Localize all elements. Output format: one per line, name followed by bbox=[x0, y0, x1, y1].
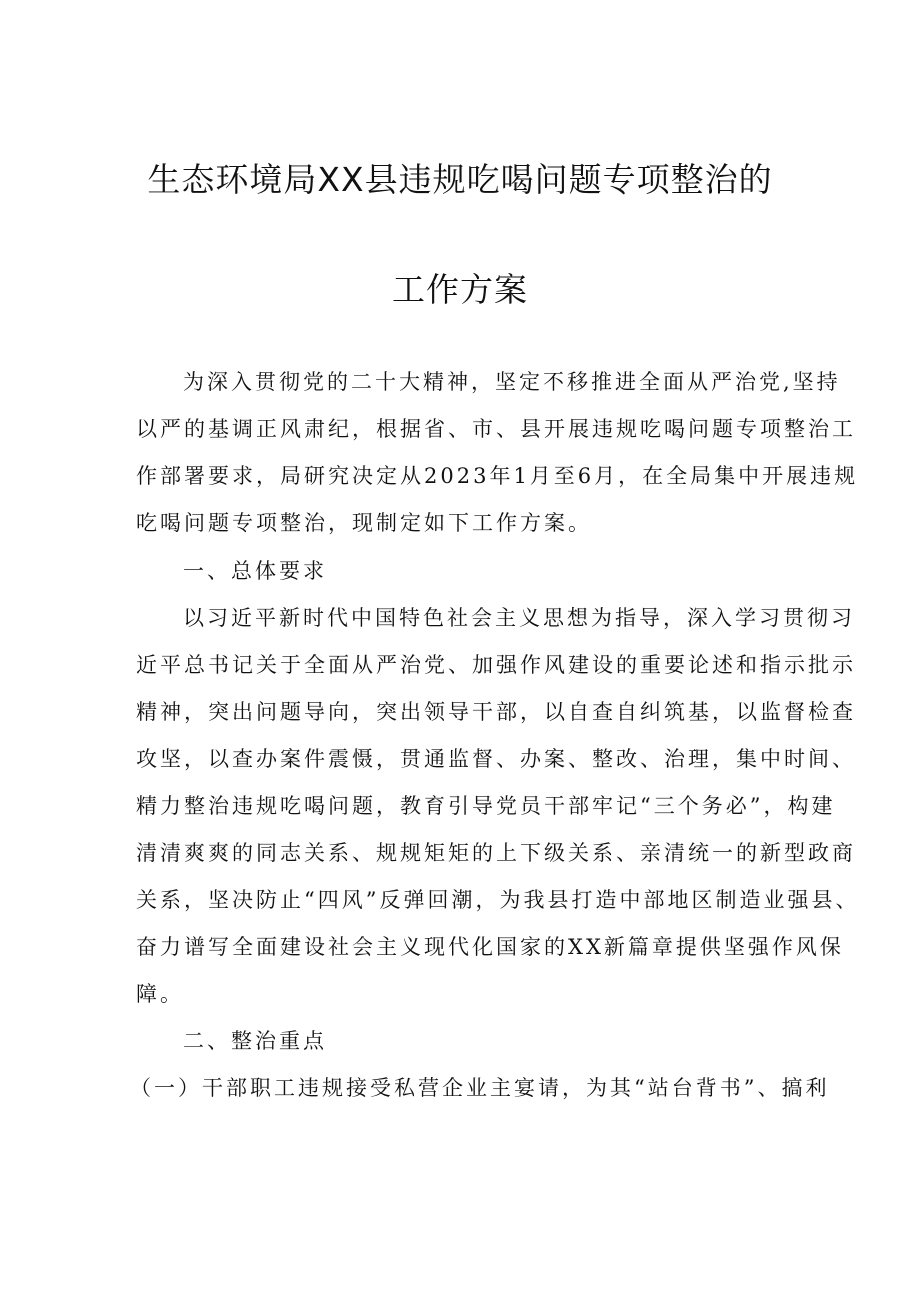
paragraph-requirements-line-8: 奋力谱写全面建设社会主义现代化国家的XX新篇章提供坚强作风保 bbox=[136, 935, 844, 959]
paragraph-item-1-line-1: （一）干部职工违规接受私营企业主宴请，为其“站台背书”、搞利 bbox=[130, 1076, 830, 1100]
paragraph-requirements-line-4: 攻坚，以查办案件震慑，贯通监督、办案、整改、治理，集中时间、 bbox=[136, 747, 856, 771]
paragraph-requirements-line-6: 清清爽爽的同志关系、规规矩矩的上下级关系、亲清统一的新型政商 bbox=[136, 841, 856, 865]
document-title-line-1: 生态环境局XX县违规吃喝问题专项整治的 bbox=[147, 160, 773, 199]
paragraph-intro-line-1: 为深入贯彻党的二十大精神，坚定不移推进全面从严治党,坚持 bbox=[183, 370, 841, 394]
paragraph-requirements-line-3: 精神，突出问题导向，突出领导干部，以自查自纠筑基，以监督检查 bbox=[136, 700, 856, 724]
paragraph-requirements-line-9: 障。 bbox=[136, 982, 184, 1006]
paragraph-requirements-line-5: 精力整治违规吃喝问题，教育引导党员干部牢记“三个务必”，构建 bbox=[136, 794, 836, 818]
paragraph-intro-line-4: 吃喝问题专项整治，现制定如下工作方案。 bbox=[136, 511, 592, 535]
paragraph-requirements-line-1: 以习近平新时代中国特色社会主义思想为指导，深入学习贯彻习 bbox=[183, 606, 855, 630]
paragraph-requirements-line-2: 近平总书记关于全面从严治党、加强作风建设的重要论述和指示批示 bbox=[136, 653, 856, 677]
section-heading-key-rectification: 二、整治重点 bbox=[183, 1029, 327, 1053]
paragraph-intro-line-3: 作部署要求，局研究决定从2023年1月至6月，在全局集中开展违规 bbox=[136, 464, 859, 488]
section-heading-general-requirements: 一、总体要求 bbox=[183, 559, 327, 583]
paragraph-intro-line-2: 以严的基调正风肃纪，根据省、市、县开展违规吃喝问题专项整治工 bbox=[136, 417, 856, 441]
document-title-line-2: 工作方案 bbox=[392, 270, 528, 309]
paragraph-requirements-line-7: 关系，坚决防止“四风”反弹回潮，为我县打造中部地区制造业强县、 bbox=[136, 888, 860, 912]
